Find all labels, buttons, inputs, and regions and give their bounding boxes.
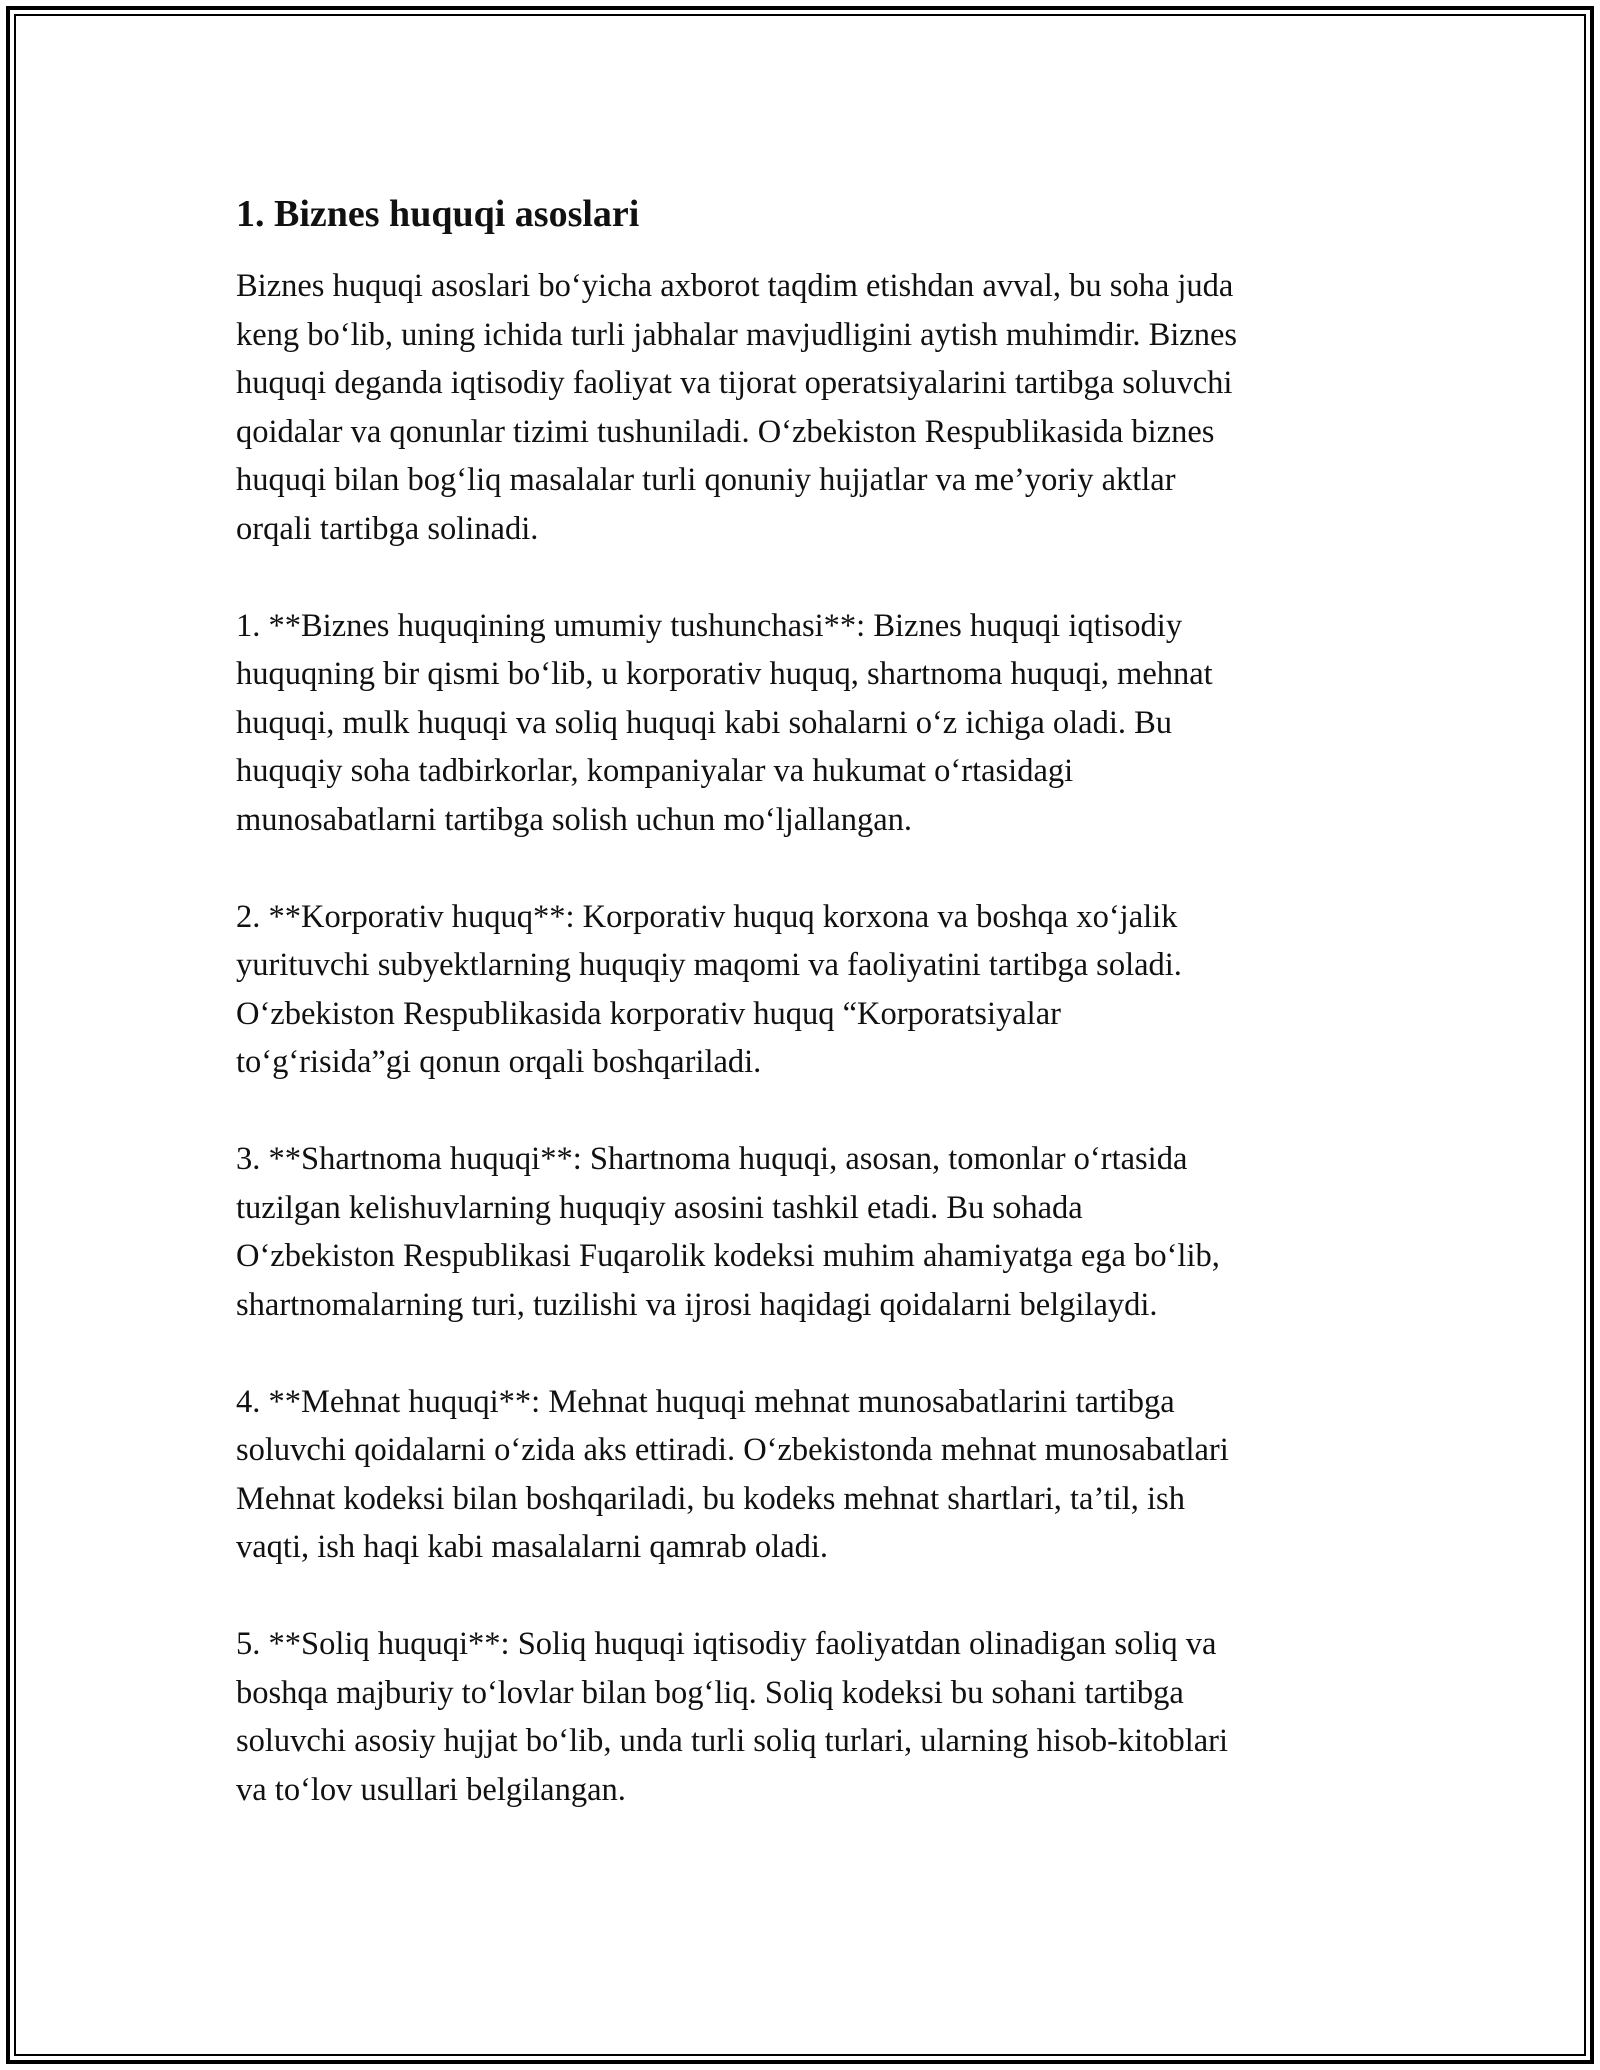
- text-line: tuzilgan kelishuvlarning huquqiy asosini tashkil etadi. Bu sohada: [236, 1189, 1083, 1226]
- text-line: vaqti, ish haqi kabi masalalarni qamrab oladi.: [236, 1529, 829, 1565]
- text-line: huquqi deganda iqtisodiy faoliyat va tijorat operatsiyalarini tartibga soluvchi: [236, 365, 1233, 401]
- text-line: soluvchi asosiy hujjat bo‘lib, unda turli soliq turlari, ularning hisob-kitoblari: [236, 1723, 1229, 1759]
- section-paragraph-4: [236, 1378, 1376, 1572]
- section-paragraph-1: [236, 602, 1376, 845]
- text-line: 3. **Shartnoma huquqi**: Shartnoma huquqi, asosan, tomonlar o‘rtasida: [236, 1141, 1188, 1177]
- section-paragraph-5: [236, 1620, 1376, 1814]
- text-line: O‘zbekiston Respublikasida korporativ huquq “Korporatsiyalar: [236, 995, 1061, 1032]
- text-line: boshqa majburiy to‘lovlar bilan bog‘liq. Soliq kodeksi bu sohani tartibga: [236, 1674, 1184, 1711]
- text-line: 1. **Biznes huquqining umumiy tushunchasi**: Biznes huquqi iqtisodiy: [236, 607, 1183, 644]
- text-line: munosabatlarni tartibga solish uchun mo‘ljallangan.: [236, 801, 913, 838]
- text-line: O‘zbekiston Respublikasi Fuqarolik kodeksi muhim ahamiyatga ega bo‘lib,: [236, 1238, 1220, 1274]
- text-line: 2. **Korporativ huquq**: Korporativ huquq korxona va boshqa xo‘jalik: [236, 898, 1178, 935]
- paragraph-list: [236, 262, 1376, 1814]
- text-line: to‘g‘risida”gi qonun orqali boshqariladi.: [236, 1044, 762, 1080]
- text-line: Biznes huquqi asoslari bo‘yicha axborot taqdim etishdan avval, bu soha juda: [236, 268, 1234, 304]
- text-line: huquqning bir qismi bo‘lib, u korporativ huquq, shartnoma huquqi, mehnat: [236, 656, 1213, 692]
- text-line: Mehnat kodeksi bilan boshqariladi, bu kodeks mehnat shartlari, ta’til, ish: [236, 1480, 1185, 1517]
- text-line: 5. **Soliq huquqi**: Soliq huquqi iqtisodiy faoliyatdan olinadigan soliq va: [236, 1626, 1217, 1662]
- text-line: huquqi bilan bog‘liq masalalar turli qonuniy hujjatlar va me’yoriy aktlar: [236, 462, 1176, 498]
- text-line: shartnomalarning turi, tuzilishi va ijrosi haqidagi qoidalarni belgilaydi.: [236, 1286, 1158, 1323]
- document-body: [236, 186, 1376, 1863]
- text-line: soluvchi qoidalarni o‘zida aks ettiradi. O‘zbekistonda mehnat munosabatlari: [236, 1432, 1229, 1468]
- text-line: yurituvchi subyektlarning huquqiy maqomi va faoliyatini tartibga soladi.: [236, 947, 1182, 983]
- text-line: va to‘lov usullari belgilangan.: [236, 1771, 626, 1808]
- text-line: 4. **Mehnat huquqi**: Mehnat huquqi mehnat munosabatlarini tartibga: [236, 1383, 1175, 1420]
- section-paragraph-3: [236, 1135, 1376, 1329]
- page-title: 1. Biznes huquqi asoslari: [236, 193, 640, 235]
- section-paragraph-2: [236, 893, 1376, 1087]
- text-line: huquqiy soha tadbirkorlar, kompaniyalar va hukumat o‘rtasidagi: [236, 753, 1074, 789]
- text-line: keng bo‘lib, uning ichida turli jabhalar mavjudligini aytish muhimdir. Biznes: [236, 316, 1238, 353]
- intro-paragraph: [236, 262, 1376, 553]
- text-line: qoidalar va qonunlar tizimi tushuniladi. O‘zbekiston Respublikasida biznes: [236, 413, 1215, 450]
- text-line: huquqi, mulk huquqi va soliq huquqi kabi sohalarni o‘z ichiga oladi. Bu: [236, 704, 1173, 741]
- text-line: orqali tartibga solinadi.: [236, 510, 539, 547]
